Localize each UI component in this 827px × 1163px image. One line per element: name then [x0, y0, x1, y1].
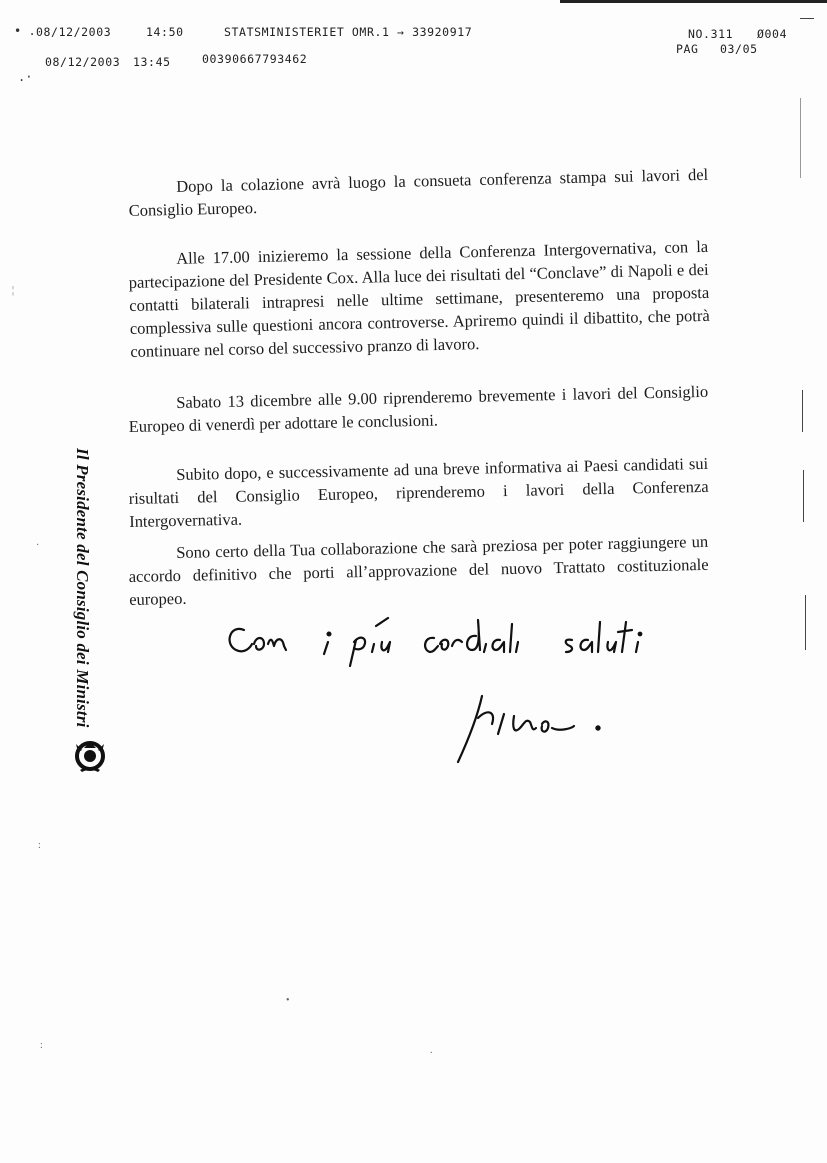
- letter-paragraph-1: [128, 163, 709, 222]
- letter-paragraph-5: [128, 530, 709, 611]
- signature: [448, 688, 618, 768]
- paragraph-text: Alle 17.00 inizieremo la sessione della Conferenza Intergovernativa, con la partecipazione del Presidente Cox. Alla luce dei risultati del “Conclave” di Napoli e dei contatti bilaterali intrapresi nelle ultime settimane, presenteremo una proposta complessiva sulle questioni ancora controverse. Apriremo quindi il dibattito, che potrà continuare nel corso del successivo pranzo di lavoro.: [128, 236, 710, 361]
- margin-mark: [800, 98, 801, 178]
- fax-header-time-1: 14:50: [146, 25, 184, 39]
- handwritten-closing: [216, 600, 696, 670]
- fax-header-phone: 00390667793462: [202, 52, 308, 66]
- fax-header-time-2: 13:45: [133, 55, 171, 69]
- fax-header-date-2: 08/12/2003: [45, 55, 121, 69]
- margin-dots: .: [430, 1045, 433, 1056]
- fax-header-pag-label: PAG: [676, 42, 699, 56]
- fax-edge-line: [560, 0, 827, 3]
- fax-header-sender: STATSMINISTERIET OMR.1 → 33920917: [224, 25, 473, 39]
- fax-header-date-1: 08/12/2003: [36, 25, 112, 39]
- fax-header-pag-value: 03/05: [720, 42, 758, 56]
- margin-dots: ·: [36, 540, 40, 551]
- letter-paragraph-2: [128, 235, 710, 363]
- margin-dots: :: [40, 1040, 43, 1051]
- margin-dots: •: [286, 995, 290, 1006]
- margin-mark: [802, 390, 803, 432]
- emblem-icon: [70, 738, 110, 774]
- margin-mark: [803, 470, 804, 522]
- margin-mark: [805, 595, 806, 650]
- margin-dots: ¦: [12, 285, 15, 296]
- paragraph-text: Sabato 13 dicembre alle 9.00 riprenderemo brevemente i lavori del Consiglio Europeo di venerdì per adottare le conclusioni.: [128, 381, 709, 436]
- letterhead-title: Il Presidente del Consiglio dei Ministri: [73, 448, 92, 728]
- margin-dots: :: [38, 840, 41, 851]
- fax-header-number: NO.311: [688, 27, 734, 41]
- letter-paragraph-4: [128, 452, 709, 533]
- paragraph-text: Subito dopo, e successivamente ad una breve informativa ai Paesi candidati sui risultati del Consiglio Europeo, riprenderemo i lavori della Conferenza Intergovernativa.: [128, 453, 709, 531]
- fax-speck: • .: [14, 24, 36, 38]
- letter-paragraph-3: [128, 380, 709, 438]
- fax-speck: .·: [18, 70, 33, 84]
- margin-mark: [800, 18, 814, 19]
- fax-header-page-code: Ø004: [757, 27, 788, 41]
- paragraph-text: Sono certo della Tua collaborazione che sarà preziosa per poter raggiungere un accordo definitivo che porti all’approvazione del nuovo Trattato costituzionale europeo.: [128, 531, 709, 609]
- paragraph-text: Dopo la colazione avrà luogo la consueta conferenza stampa sui lavori del Consiglio Europeo.: [128, 164, 709, 220]
